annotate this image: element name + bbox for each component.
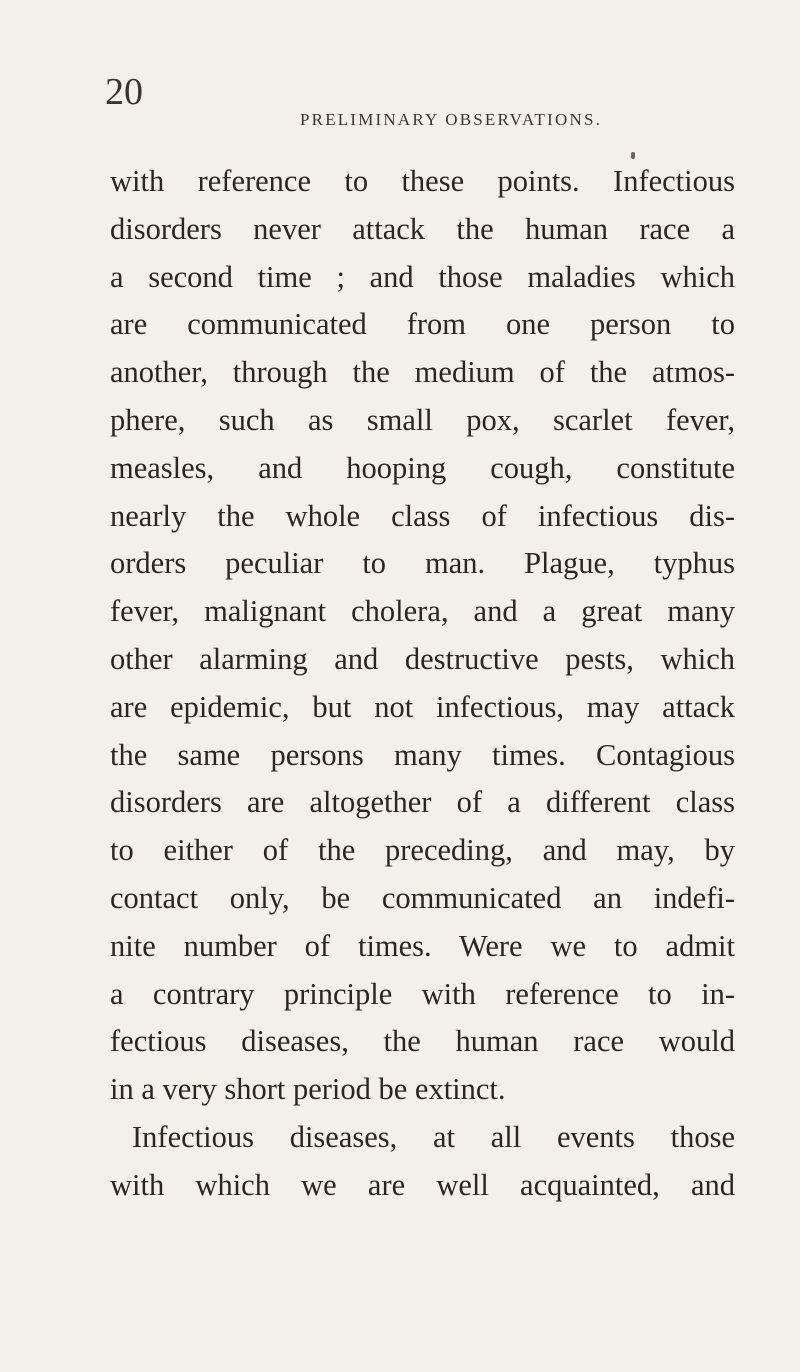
text-line: nite number of times. Were we to admit [110,928,735,963]
text-line: to either of the preceding, and may, by [110,833,735,868]
text-line: fectious diseases, the human race would [110,1024,735,1059]
text-line: other alarming and destructive pests, which [110,641,735,676]
text-line: disorders are altogether of a different class [110,785,735,820]
text-line: another, through the medium of the atmos- [110,355,735,390]
text-line: the same persons many times. Contagious [110,737,735,772]
text-line: contact only, be communicated an indefi- [110,880,735,915]
running-title: PRELIMINARY OBSERVATIONS. [300,110,603,129]
text-line: a second time ; and those maladies which [110,259,735,294]
text-line: nearly the whole class of infectious dis- [110,498,735,533]
text-line: fever, malignant cholera, and a great many [110,594,735,629]
text-line: a contrary principle with reference to in- [110,976,735,1011]
text-line: are communicated from one person to [110,307,735,342]
text-line: Infectious diseases, at all events those [132,1119,735,1154]
text-line: with reference to these points. Infectious [110,164,735,198]
text-line: disorders never attack the human race a [110,211,735,246]
text-line: are epidemic, but not infectious, may attack [110,689,735,724]
text-line: orders peculiar to man. Plague, typhus [110,546,735,581]
text-line: phere, such as small pox, scarlet fever, [110,402,735,437]
text-line: in a very short period be extinct. [110,1072,506,1107]
text-line: with which we are well acquainted, and [110,1167,735,1202]
body-text [110,158,735,1210]
page-number: 20 [105,71,143,113]
text-line: measles, and hooping cough, constitute [110,450,735,485]
